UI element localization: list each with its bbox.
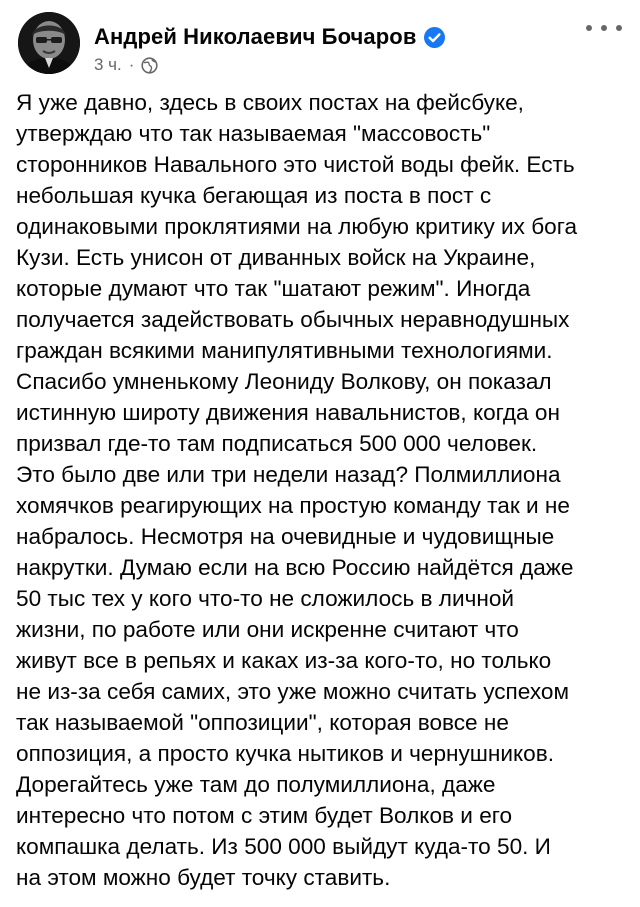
more-options-icon[interactable] xyxy=(586,16,622,40)
post-text-line: набралось. Несмотря на очевидные и чудовищные xyxy=(16,524,555,549)
more-dot xyxy=(601,25,607,31)
post-text-line: компашка делать. Из 500 000 выйдут куда-то 50. И xyxy=(16,834,551,859)
post-text-line: живут все в репьях и каках из-за кого-то, но только xyxy=(16,648,552,673)
post-text-line: не из-за себя самих, это уже можно считать успехом xyxy=(16,679,569,704)
post-header xyxy=(18,8,622,76)
globe-icon[interactable] xyxy=(141,57,158,74)
post-text-line: граждан всякими манипулятивными технологиями. xyxy=(16,338,553,363)
post-text-line: небольшая кучка бегающая из поста в пост с xyxy=(16,183,492,208)
post-text xyxy=(16,87,628,893)
meta-separator: · xyxy=(128,55,135,74)
more-dot xyxy=(586,25,592,31)
post-text-line: интересно что потом с этим будет Волков и его xyxy=(16,803,513,828)
post-meta xyxy=(94,54,158,76)
post-text-line: так называемой "оппозиции", которая вовсе не xyxy=(16,710,509,735)
post-text-line: которые думают что так "шатают режим". Иногда xyxy=(16,276,531,301)
post-text-line: утверждаю что так называемая "массовость" xyxy=(16,121,491,146)
post-text-line: одинаковыми проклятиями на любую критику их бога xyxy=(16,214,578,239)
verified-badge-icon xyxy=(424,27,445,48)
post-text-line: призвал где-то там подписаться 500 000 человек. xyxy=(16,431,538,456)
author-row xyxy=(94,22,445,52)
post-text-line: Кузи. Есть унисон от диванных войск на Украине, xyxy=(16,245,536,270)
post-text-line: оппозиция, а просто кучка нытиков и чернушников. xyxy=(16,741,555,766)
avatar-photo xyxy=(18,12,80,74)
author-name[interactable]: Андрей Николаевич Бочаров xyxy=(94,24,417,49)
post-text-line: Я уже давно, здесь в своих постах на фейсбуке, xyxy=(16,90,524,115)
post-text-line: Это было две или три недели назад? Полмиллиона xyxy=(16,462,561,487)
post-text-line: хомячков реагирующих на простую команду так и не xyxy=(16,493,570,518)
post-text-line: 50 тыс тех у кого что-то не сложилось в личной xyxy=(16,586,515,611)
post-text-line: истинную широту движения навальнистов, когда он xyxy=(16,400,560,425)
post-timestamp[interactable]: 3 ч. xyxy=(94,55,122,74)
post-text-line: получается задействовать обычных неравнодушных xyxy=(16,307,570,332)
post-text-line: Дорегайтесь уже там до полумиллиона, даже xyxy=(16,772,496,797)
more-dot xyxy=(616,25,622,31)
author-avatar[interactable] xyxy=(18,12,80,74)
post-text-line: Спасибо умненькому Леониду Волкову, он показал xyxy=(16,369,552,394)
post-text-line: сторонников Навального это чистой воды фейк. Есть xyxy=(16,152,575,177)
post-text-line: на этом можно будет точку ставить. xyxy=(16,865,391,890)
post-text-line: жизни, по работе или они искренне считают что xyxy=(16,617,519,642)
post-text-line: накрутки. Думаю если на всю Россию найдётся даже xyxy=(16,555,574,580)
